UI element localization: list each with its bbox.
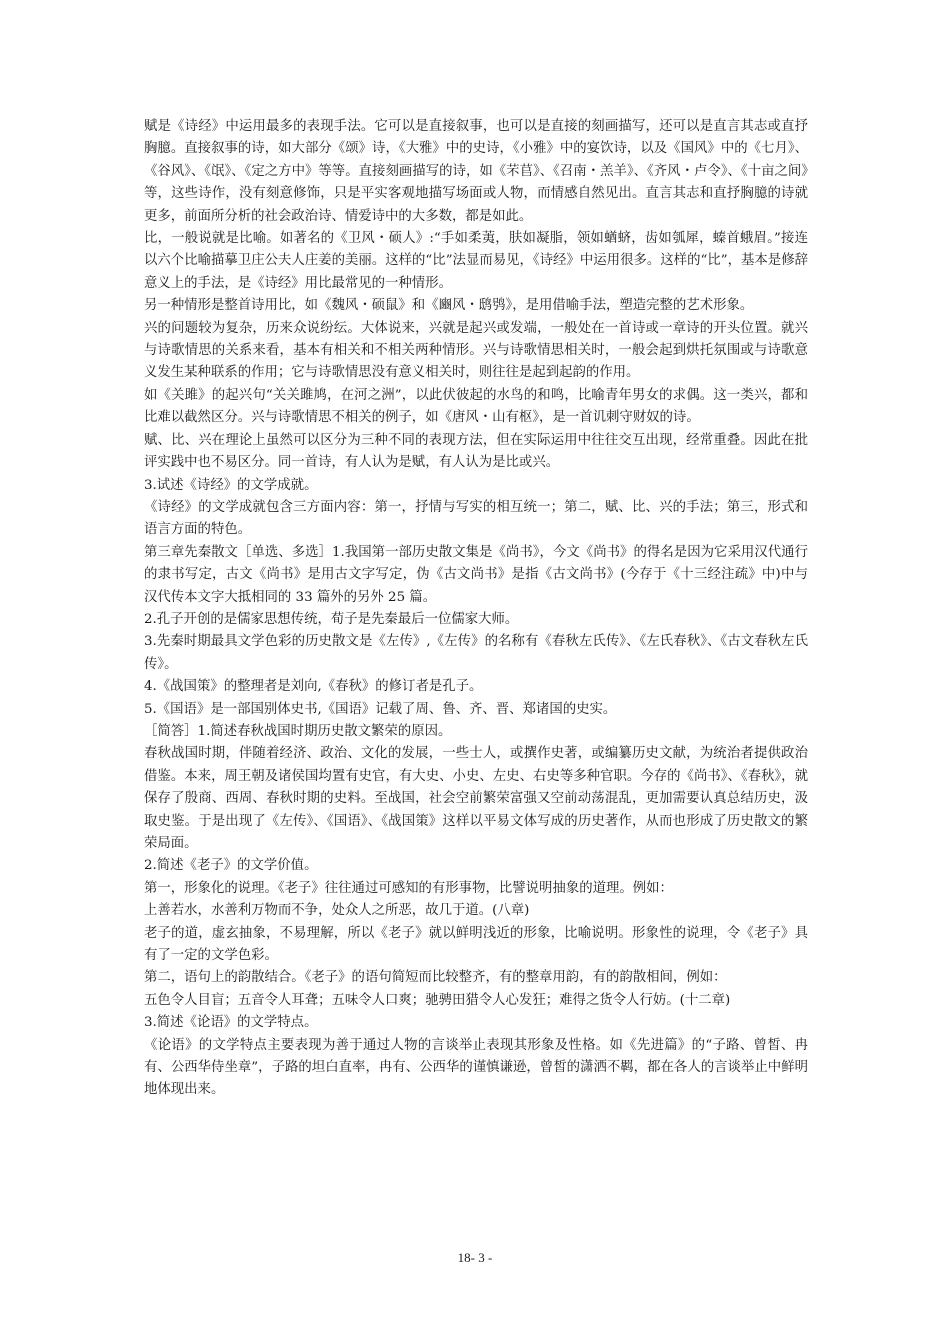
paragraph: 老子的道，虚玄抽象，不易理解，所以《老子》就以鲜明浅近的形象，比喻说明。形象性的说理，令《老子》具有了一定的文学色彩。 (144, 925, 808, 964)
paragraph: 《诗经》的文学成就包含三方面内容：第一，抒情与写实的相互统一；第二，赋、比、兴的手法；第三，形式和语言方面的特色。 (144, 499, 808, 538)
chapter-heading: 第三章先秦散文［单选、多选］1.我国第一部历史散文集是《尚书》，今文《尚书》的得名是因为它采用汉代通行的隶书写定，古文《尚书》是用古文字写定，伪《古文尚书》是指《古文尚书》(今存于《十三经注疏》中)中与汉代传本文字大抵相同的 33 篇外的另外 25 篇。 (144, 544, 808, 605)
paragraph: 赋是《诗经》中运用最多的表现手法。它可以是直接叙事，也可以是直接的刻画描写，还可以是直言其志或直抒胸臆。直接叙事的诗，如大部分《颂》诗，《大雅》中的史诗，《小雅》中的宴饮诗，以及《国风》中的《七月》、《谷风》、《氓》、《定之方中》等等。直接刻画描写的诗，如《芣苢》、《召南・羔羊》、《齐风・卢令》、《十亩之间》等，这些诗作，没有刻意修饰，只是平实客观地描写场面或人物，而情感自然见出。直言其志和直抒胸臆的诗就更多，前面所分析的社会政治诗、情爱诗中的大多数，都是如此。 (144, 119, 808, 224)
question-heading: 3.简述《论语》的文学特点。 (144, 1015, 318, 1031)
paragraph: 《论语》的文学特点主要表现为善于通过人物的言谈举止表现其形象及性格。如《先进篇》的“子路、曾皙、冉有、公西华侍坐章”，子路的坦白直率，冉有、公西华的谨慎谦逊，曾皙的潇洒不羁，都在各人的言谈举止中鲜明地体现出来。 (144, 1037, 808, 1098)
paragraph: 春秋战国时期，伴随着经济、政治、文化的发展，一些士人，或撰作史著，或编纂历史文献，为统治者提供政治借鉴。本来，周王朝及诸侯国均置有史官，有大史、小史、左史、右史等多种官职。今存的《尚书》、《春秋》，就保存了殷商、西周、春秋时期的史料。至战国，社会空前繁荣富强又空前动荡混乱，更加需要认真总结历史，汲取史鉴。于是出现了《左传》、《国语》、《战国策》这样以平易文体写成的历史著作，从而也形成了历史散文的繁荣局面。 (144, 746, 808, 851)
question-heading: ［简答］1.简述春秋战国时期历史散文繁荣的原因。 (144, 723, 452, 739)
quotation: 五色令人目盲；五音令人耳聋；五味令人口爽；驰骋田猎令人心发狂；难得之货令人行妨。(十二章) (144, 992, 731, 1008)
paragraph: 兴的问题较为复杂，历来众说纷纭。大体说来，兴就是起兴或发端，一般处在一首诗或一章诗的开头位置。就兴与诗歌情思的关系来看，基本有相关和不相关两种情形。兴与诗歌情思相关时，一般会起到烘托氛围或与诗歌意义发生某种联系的作用；它与诗歌情思没有意义相关时，则往往是起到起韵的作用。 (144, 320, 808, 381)
paragraph: 如《关雎》的起兴句“关关雎鸠，在河之洲”，以此伏彼起的水鸟的和鸣，比喻青年男女的求偶。这一类兴，都和比难以截然区分。兴与诗歌情思不相关的例子，如《唐风・山有枢》，是一首讥刺守财奴的诗。 (144, 387, 808, 426)
paragraph: 赋、比、兴在理论上虽然可以区分为三种不同的表现方法，但在实际运用中往往交互出现，经常重叠。因此在批评实践中也不易区分。同一首诗，有人认为是赋，有人认为是比或兴。 (144, 432, 808, 471)
question-heading: 3.试述《诗经》的文学成就。 (144, 477, 318, 493)
document-body (144, 116, 808, 1102)
paragraph: 比，一般说就是比喻。如著名的《卫风・硕人》:“手如柔荑，肤如凝脂，领如蝤蛴，齿如瓠犀，螓首蛾眉。”接连以六个比喻描摹卫庄公夫人庄姜的美丽。这样的“比”法显而易见，《诗经》中运用很多。这样的“比”，基本是修辞意义上的手法，是《诗经》用比最常见的一种情形。 (144, 231, 808, 291)
question-heading: 2.简述《老子》的文学价值。 (144, 858, 318, 874)
paragraph: 3.先秦时期最具文学色彩的历史散文是《左传》,《左传》的名称有《春秋左氏传》、《左氏春秋》、《古文春秋左氏传》。 (144, 634, 808, 672)
paragraph: 5.《国语》是一部国别体史书,《国语》记载了周、鲁、齐、晋、郑诸国的史实。 (144, 701, 617, 717)
paragraph: 第二，语句上的韵散结合。《老子》的语句简短而比较整齐，有的整章用韵，有的韵散相间，例如： (144, 970, 727, 986)
paragraph: 4.《战国策》的整理者是刘向,《春秋》的修订者是孔子。 (144, 679, 483, 695)
page-number: 18- 3 - (457, 1250, 493, 1265)
quotation: 上善若水，水善利万物而不争，处众人之所恶，故几于道。(八章) (144, 903, 530, 919)
paragraph: 另一种情形是整首诗用比，如《魏风・硕鼠》和《豳风・鸱鸮》，是用借喻手法，塑造完整的艺术形象。 (144, 298, 754, 314)
paragraph: 第一，形象化的说理。《老子》往往通过可感知的有形事物，比譬说明抽象的道理。例如： (144, 880, 673, 896)
paragraph: 2.孔子开创的是儒家思想传统，荀子是先秦最后一位儒家大师。 (144, 611, 519, 627)
